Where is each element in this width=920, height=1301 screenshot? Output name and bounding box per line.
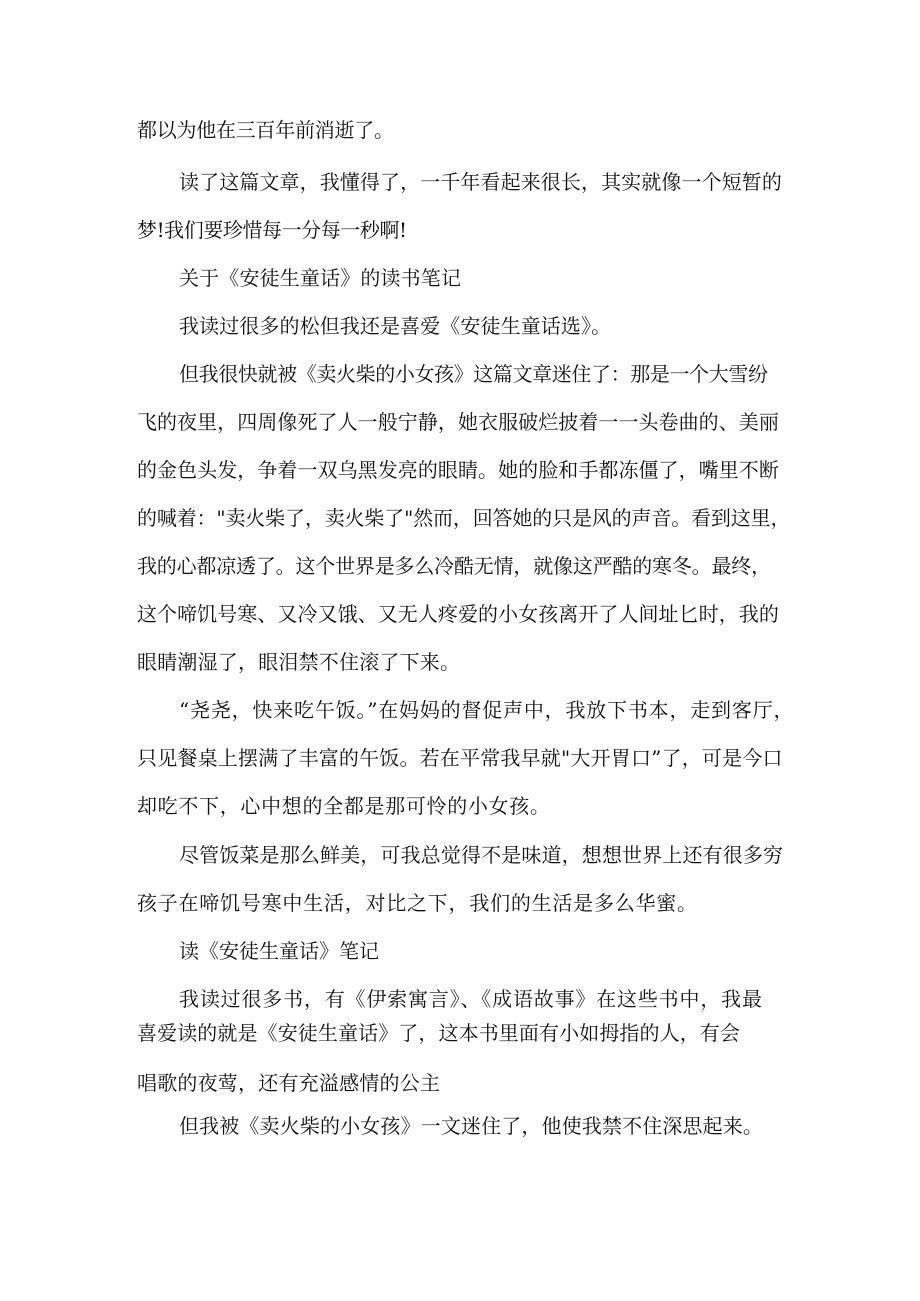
text-line: 孩子在啼饥号寒中生活，对比之下，我们的生活是多么华蜜。 (137, 891, 698, 915)
text-line: 但我很快就被《卖火柴的小女孩》这篇文章迷住了：那是一个大雪纷 (179, 362, 768, 386)
text-line: 梦!我们要珍惜每一分每一秒啊! (137, 218, 407, 242)
text-line: 飞的夜里，四周像死了人一般宁静，她衣服破烂披着一一头卷曲的、美丽 (137, 410, 779, 434)
text-line: 我读过很多书，有《伊索寓言》、《成语故事》在这些书中，我最 (179, 987, 763, 1011)
text-line: “尧尧，快来吃午饭。”在妈妈的督促声中，我放下书本，走到客厅， (179, 698, 795, 722)
text-line: 却吃不下，心中想的全都是那可怜的小女孩。 (137, 794, 551, 818)
text-line: 的金色头发，争着一双乌黑发亮的眼睛。她的脸和手都冻僵了，嘴里不断 (137, 458, 779, 482)
text-line: 唱歌的夜莺，还有充溢感情的公主 (137, 1071, 441, 1095)
text-line: 尽管饭菜是那么鲜美，可我总觉得不是味道，想想世界上还有很多穷 (179, 843, 784, 867)
text-line: 的喊着："卖火柴了，卖火柴了"然而，回答她的只是风的声音。看到这里， (137, 506, 791, 530)
text-line: 只见餐桌上摆满了丰富的午饭。若在平常我早就"大开胃口”了，可是今口 (137, 746, 783, 770)
text-line: 读《安徒生童话》笔记 (179, 939, 379, 963)
text-line: 眼睛潮湿了，眼泪禁不住滚了下来。 (137, 650, 461, 674)
text-line: 这个啼饥号寒、又冷又饿、又无人疼爱的小女孩离开了人间址匕时，我的 (137, 602, 779, 626)
text-line: 我的心都凉透了。这个世界是多么冷酷无情，就像这严酷的寒冬。最终， (137, 554, 771, 578)
text-line: 关于《安徒生童话》的读书笔记 (179, 266, 462, 290)
text-line: 我读过很多的松但我还是喜爱《安徒生童话选》。 (179, 314, 612, 338)
text-line: 读了这篇文章，我懂得了，一千年看起来很长，其实就像一个短暂的 (179, 170, 782, 194)
text-line: 喜爱读的就是《安徒生童话》了，这本书里面有小如拇指的人，有会 (137, 1021, 740, 1045)
text-line: 都以为他在三百年前消逝了。 (137, 118, 394, 142)
text-line: 但我被《卖火柴的小女孩》一文迷住了，他使我禁不住深思起来。 (179, 1114, 764, 1138)
